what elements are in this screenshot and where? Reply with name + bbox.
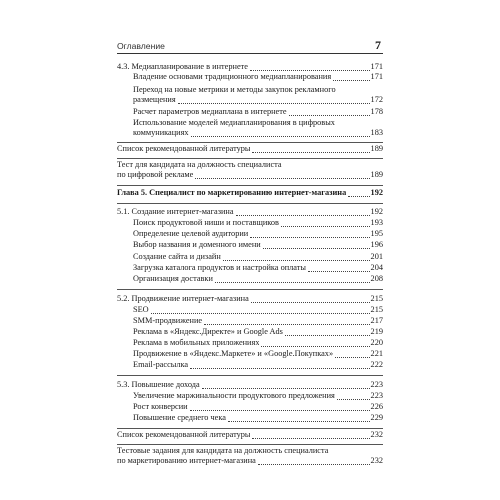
test-page: 232 [370, 456, 383, 465]
dot-leader [281, 225, 370, 227]
dot-leader [252, 151, 369, 153]
toc-subsection[interactable] [133, 95, 383, 106]
subsection-page: 226 [370, 402, 383, 411]
subsection-page: 172 [370, 95, 383, 104]
dot-leader [223, 259, 370, 261]
toc-subsection[interactable] [133, 252, 383, 263]
toc-subsection[interactable] [133, 360, 383, 371]
references-page: 189 [370, 144, 383, 153]
dot-leader [178, 102, 370, 104]
divider [117, 203, 383, 204]
section-title: Медиапланирование в интернете [131, 62, 248, 71]
divider [117, 444, 383, 445]
toc-subsection[interactable] [133, 338, 383, 349]
toc-chapter-5[interactable] [117, 188, 383, 199]
dot-leader [308, 270, 370, 272]
dot-leader [251, 301, 370, 303]
section-number: 5.2. [117, 294, 130, 303]
toc-subsection[interactable] [133, 327, 383, 338]
test-title-line-1: Тест для кандидата на должность специалиста [117, 160, 282, 169]
references-title: Список рекомендованной литературы [117, 430, 251, 439]
subsection-title: Владение основами традиционного медиапланирования [133, 72, 332, 81]
subsection-title: Реклама в мобильных приложениях [133, 338, 260, 347]
dot-leader [202, 387, 370, 389]
subsection-title: Создание сайта и дизайн [133, 252, 221, 261]
subsection-title-line-1: Использование моделей медиапланирования в цифровых [133, 118, 335, 127]
divider [117, 289, 383, 290]
subsection-page: 219 [370, 327, 383, 336]
subsection-page: 201 [370, 252, 383, 261]
subsection-page: 223 [370, 391, 383, 400]
toc-subsection[interactable] [133, 107, 383, 118]
dot-leader [204, 323, 369, 325]
subsection-title-line-2: размещения [133, 95, 176, 104]
dot-leader [348, 195, 369, 197]
toc-test[interactable] [117, 456, 383, 467]
subsection-title-line-2: коммуникациях [133, 128, 189, 137]
subsection-title: Увеличение маржинальности продуктового предложения [133, 391, 335, 400]
subsection-page: 217 [370, 316, 383, 325]
test-title-line-2: по цифровой рекламе [117, 170, 194, 179]
toc-subsection[interactable] [133, 128, 383, 139]
toc-subsection[interactable] [133, 218, 383, 229]
dot-leader [337, 398, 370, 400]
subsection-page: 220 [370, 338, 383, 347]
dot-leader [285, 334, 370, 336]
dot-leader [252, 437, 369, 439]
subsection-title: Поиск продуктовой ниши и поставщиков [133, 218, 279, 227]
subsection-title: Выбор названия и доменного имени [133, 240, 261, 249]
test-title-line-2: по маркетированию интернет-магазина [117, 456, 256, 465]
subsection-title: Реклама в «Яндекс.Директе» и Google Ads [133, 327, 283, 336]
section-number: 5.1. [117, 207, 130, 216]
subsection-page: 204 [370, 263, 383, 272]
toc-subsection[interactable] [133, 240, 383, 251]
dot-leader [335, 356, 369, 358]
subsection-title: Организация доставки [133, 274, 213, 283]
toc-subsection[interactable] [133, 391, 383, 402]
running-head-title: Оглавление [117, 41, 165, 51]
subsection-title: Email-рассылка [133, 360, 189, 369]
section-number: 5.3. [117, 380, 130, 389]
subsection-page: 221 [370, 349, 383, 358]
dot-leader [250, 69, 370, 71]
subsection-title: SEO [133, 305, 149, 314]
section-page: 223 [370, 380, 383, 389]
dot-leader [195, 177, 369, 179]
subsection-title: Расчет параметров медиаплана в интернете [133, 107, 287, 116]
test-title-line-1: Тестовые задания для кандидата на должность специалиста [117, 446, 329, 455]
dot-leader [250, 236, 369, 238]
toc-section-5-2[interactable] [117, 294, 383, 305]
dot-leader [191, 135, 370, 137]
subsection-page: 222 [370, 360, 383, 369]
toc-references[interactable] [117, 144, 383, 155]
subsection-title: Определение целевой аудитории [133, 229, 249, 238]
toc-references[interactable] [117, 430, 383, 441]
section-title: Повышение дохода [131, 380, 200, 389]
dot-leader [151, 312, 370, 314]
references-title: Список рекомендованной литературы [117, 144, 251, 153]
subsection-page: 215 [370, 305, 383, 314]
dot-leader [263, 247, 370, 249]
subsection-page: 171 [370, 72, 383, 81]
subsection-page: 196 [370, 240, 383, 249]
dot-leader [258, 463, 370, 465]
divider [117, 375, 383, 376]
dot-leader [261, 345, 369, 347]
subsection-page: 193 [370, 218, 383, 227]
dot-leader [289, 114, 370, 116]
toc-subsection[interactable] [133, 349, 383, 360]
subsection-page: 195 [370, 229, 383, 238]
dot-leader [236, 214, 370, 216]
section-page: 192 [370, 207, 383, 216]
toc-subsection[interactable] [133, 413, 383, 424]
divider [117, 185, 383, 186]
subsection-page: 229 [370, 413, 383, 422]
dot-leader [228, 420, 370, 422]
dot-leader [215, 281, 370, 283]
subsection-title: Загрузка каталога продуктов и настройка оплаты [133, 263, 306, 272]
subsection-title: Повышение среднего чека [133, 413, 226, 422]
subsection-title: Продвижение в «Яндекс.Маркете» и «Google.Покупках» [133, 349, 334, 358]
subsection-page: 183 [370, 128, 383, 137]
page-number: 7 [375, 38, 381, 52]
chapter-page: 192 [370, 188, 383, 197]
toc-section-5-1[interactable] [117, 207, 383, 218]
toc-subsection[interactable] [133, 316, 383, 327]
toc-test[interactable] [117, 170, 383, 181]
divider [117, 158, 383, 159]
toc-subsection[interactable] [133, 305, 383, 316]
test-page: 189 [370, 170, 383, 179]
section-number: 4.3. [117, 62, 130, 71]
divider [117, 428, 383, 429]
toc-subsection[interactable] [133, 402, 383, 413]
section-title: Продвижение интернет-магазина [131, 294, 249, 303]
dot-leader [333, 79, 369, 81]
section-page: 171 [370, 62, 383, 71]
subsection-title: Рост конверсии [133, 402, 188, 411]
subsection-title-line-1: Переход на новые метрики и методы закупок рекламного [133, 85, 336, 94]
toc-subsection[interactable] [133, 229, 383, 240]
references-page: 232 [370, 430, 383, 439]
toc-subsection[interactable] [133, 274, 383, 285]
toc-section-5-3[interactable] [117, 380, 383, 391]
divider [117, 142, 383, 143]
chapter-title: Глава 5. Специалист по маркетированию интернет-магазина [117, 188, 347, 197]
toc-subsection[interactable] [133, 72, 383, 83]
dot-leader [190, 367, 369, 369]
toc-subsection[interactable] [133, 263, 383, 274]
section-title: Создание интернет-магазина [131, 207, 234, 216]
dot-leader [190, 409, 370, 411]
subsection-title: SMM-продвижение [133, 316, 203, 325]
section-page: 215 [370, 294, 383, 303]
subsection-page: 178 [370, 107, 383, 116]
subsection-page: 208 [370, 274, 383, 283]
